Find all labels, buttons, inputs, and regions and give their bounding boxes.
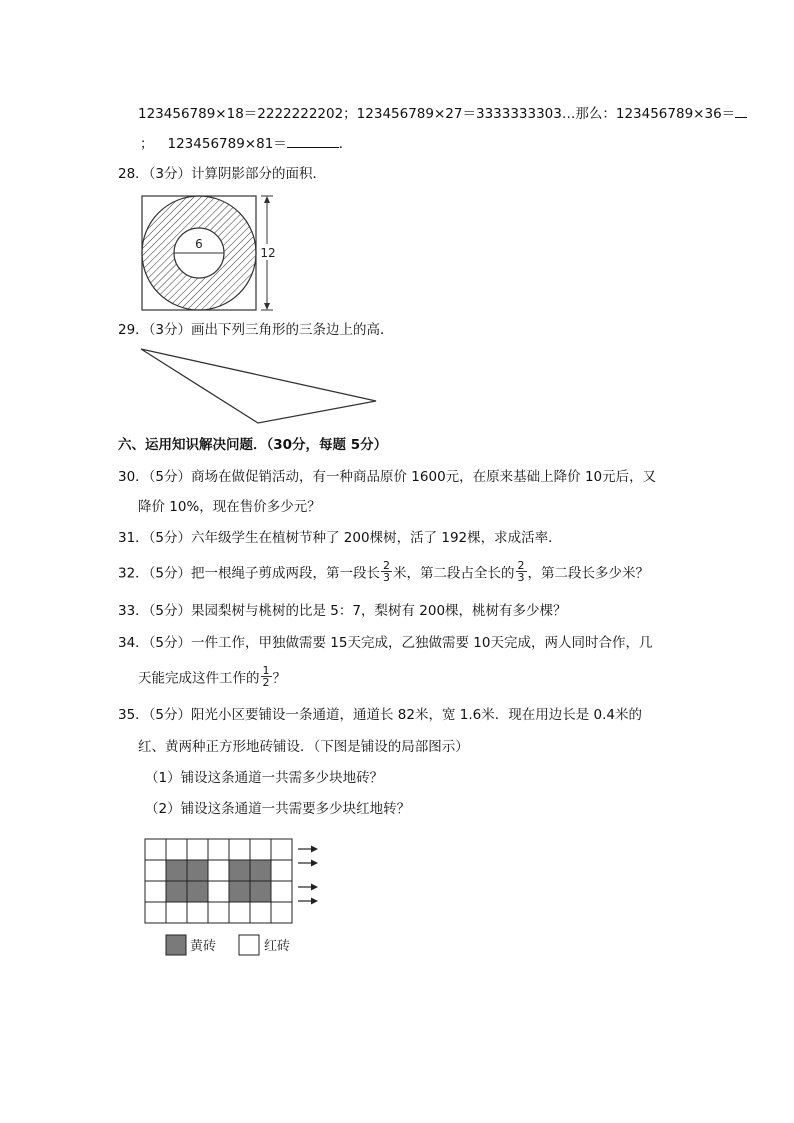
q35-line1: 35．（5分）阳光小区要铺设一条通道，通道长 82米，宽 1.6米．现在用边长是 0.4米的: [118, 707, 643, 723]
inner-diameter-label: 6: [195, 237, 203, 251]
annulus-figure: [135, 192, 285, 314]
legend-yellow-label: 黄砖: [190, 939, 217, 954]
yellow-tile: [166, 881, 187, 902]
red-tile: [271, 860, 292, 881]
q35-sub2: （2）铺设这条通道一共需要多少块红地转？: [145, 801, 411, 817]
legend-red-swatch: [239, 935, 259, 955]
red-tile: [250, 839, 271, 860]
q35-line2: 红、黄两种正方形地砖铺设．（下图是铺设的局部图示）: [138, 739, 469, 755]
red-tile: [145, 839, 166, 860]
q30-line2: 降价 10%，现在售价多少元？: [138, 499, 321, 515]
q34-line2: 天能完成这件工作的 $\frac{1}{2}$ ？: [138, 664, 286, 689]
q31-question: 31．（5分）六年级学生在植树节种了 200棵树，活了 192棵，求成活率．: [118, 530, 562, 546]
red-tile: [271, 902, 292, 923]
yellow-tile: [187, 881, 208, 902]
red-tile: [229, 902, 250, 923]
red-tile: [271, 839, 292, 860]
q35-sub1: （1）铺设这条通道一共需多少块地砖？: [145, 770, 384, 786]
answer-blank-2[interactable]: [287, 147, 339, 148]
red-tile: [166, 839, 187, 860]
direction-arrows: [298, 846, 318, 905]
red-tile: [145, 860, 166, 881]
red-tile: [145, 881, 166, 902]
red-tile: [166, 902, 187, 923]
answer-blank-1[interactable]: [735, 117, 747, 118]
outer-dimension-label: 12: [260, 246, 276, 260]
q28-question: 28．（3分）计算阴影部分的面积．: [118, 166, 327, 182]
q32-question: 32．（5分）把一根绳子剪成两段，第一段长 $\frac{2}{3}$ 米，第二段占全长的 $\frac{2}{3}$ ，第二段长多少米？: [118, 559, 650, 584]
q33-question: 33．（5分）果园梨树与桃树的比是 5：7，梨树有 200棵，桃树有多少棵？: [118, 603, 567, 619]
yellow-tile: [250, 881, 271, 902]
triangle: [141, 349, 376, 423]
red-tile: [208, 902, 229, 923]
triangle-figure: [138, 345, 383, 427]
red-tile: [187, 902, 208, 923]
red-tile: [208, 881, 229, 902]
q34-line1: 34．（5分）一件工作，甲独做需要 15天完成，乙独做需要 10天完成，两人同时合作，几: [118, 635, 653, 651]
section-title: 六、运用知识解决问题．（30分，每题 5分）: [118, 437, 388, 453]
q27-line2: ； 123456789×81＝ ．: [140, 136, 353, 152]
red-tile: [250, 902, 271, 923]
fraction-one-half: $\frac{1}{2}$: [262, 664, 270, 689]
red-tile: [271, 881, 292, 902]
red-tile: [145, 902, 166, 923]
yellow-tile: [187, 860, 208, 881]
fraction-two-thirds: $\frac{2}{3}$: [383, 559, 391, 584]
yellow-tile: [229, 860, 250, 881]
red-tile: [229, 839, 250, 860]
yellow-tile: [166, 860, 187, 881]
q29-question: 29．（3分）画出下列三角形的三条边上的高．: [118, 322, 394, 338]
red-tile: [208, 839, 229, 860]
legend-red-label: 红砖: [264, 939, 291, 954]
yellow-tile: [229, 881, 250, 902]
q27-line1: 123456789×18＝2222222202；123456789×27＝3333333303…那么：123456789×36＝: [138, 104, 747, 124]
fraction-two-thirds: $\frac{2}{3}$: [517, 559, 525, 584]
red-tile: [208, 860, 229, 881]
red-tile: [187, 839, 208, 860]
yellow-tile: [250, 860, 271, 881]
q30-line1: 30．（5分）商场在做促销活动，有一种商品原价 1600元，在原来基础上降价 10元后，又: [118, 469, 657, 485]
legend-yellow-swatch: [166, 935, 186, 955]
tile-grid-figure: [140, 835, 330, 960]
tile-grid: [145, 839, 292, 923]
